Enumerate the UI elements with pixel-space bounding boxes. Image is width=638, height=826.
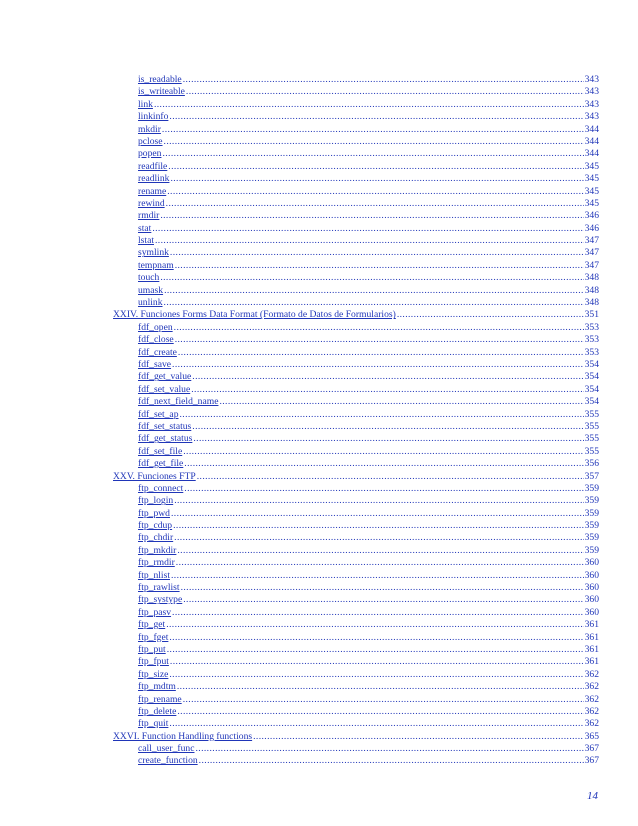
toc-entry-page[interactable]: 356: [584, 458, 599, 470]
toc-entry[interactable]: [138, 86, 599, 98]
toc-entry-page[interactable]: 359: [584, 507, 599, 519]
toc-entry-page[interactable]: 343: [584, 86, 599, 98]
toc-entry-title[interactable]: ftp_size: [138, 668, 169, 680]
dot-leader: [168, 161, 583, 173]
toc-entry-page[interactable]: 367: [584, 755, 599, 767]
toc-entry[interactable]: [138, 632, 599, 644]
toc-entry[interactable]: [138, 74, 599, 86]
toc-entry-page[interactable]: 354: [584, 383, 599, 395]
toc-entry-title[interactable]: stat: [138, 222, 152, 234]
toc-entry-page[interactable]: 360: [584, 582, 599, 594]
toc-entry[interactable]: [138, 594, 599, 606]
toc-entry[interactable]: [138, 669, 599, 681]
dot-leader: [197, 471, 584, 483]
dot-leader: [177, 681, 584, 693]
toc-entry[interactable]: [138, 396, 599, 408]
toc-entry-title[interactable]: ftp_pwd: [138, 507, 170, 519]
toc-entry[interactable]: [138, 495, 599, 507]
dot-leader: [167, 644, 584, 656]
toc-entry[interactable]: [138, 322, 599, 334]
toc-entry[interactable]: [138, 384, 599, 396]
dot-leader: [170, 656, 584, 668]
dot-leader: [164, 297, 584, 309]
dot-leader: [192, 371, 583, 383]
toc-entry[interactable]: [138, 656, 599, 668]
toc-entry-page[interactable]: 362: [584, 681, 599, 693]
toc-entry-page[interactable]: 345: [584, 185, 599, 197]
toc-entry-page[interactable]: 357: [584, 470, 599, 482]
toc-entry-page[interactable]: 344: [584, 135, 599, 147]
toc-entry-title[interactable]: ftp_systype: [138, 594, 183, 606]
dot-leader: [164, 136, 584, 148]
toc-entry-title[interactable]: ftp_nlist: [138, 569, 170, 581]
dot-leader: [192, 421, 583, 433]
dot-leader: [160, 210, 583, 222]
toc-entry-title[interactable]: fdf_get_value: [138, 371, 192, 383]
toc-entry-title[interactable]: ftp_fget: [138, 631, 169, 643]
toc-entry[interactable]: [138, 186, 599, 198]
toc-entry-page[interactable]: 360: [584, 606, 599, 618]
toc-entry-page[interactable]: 362: [584, 718, 599, 730]
toc-entry-title[interactable]: fdf_get_file: [138, 458, 184, 470]
toc-entry-title[interactable]: ftp_rawlist: [138, 582, 180, 594]
dot-leader: [166, 619, 583, 631]
toc-entry[interactable]: [138, 421, 599, 433]
toc-entry[interactable]: [138, 124, 599, 136]
toc-entry-title[interactable]: pclose: [138, 135, 163, 147]
toc-entry[interactable]: [138, 99, 599, 111]
toc-entry-title[interactable]: XXVI. Function Handling functions: [113, 730, 253, 742]
toc-entry-title[interactable]: rmdir: [138, 210, 160, 222]
toc-entry[interactable]: [138, 371, 599, 383]
toc-entry-title[interactable]: symlink: [138, 247, 169, 259]
toc-entry[interactable]: [138, 532, 599, 544]
toc-entry-page[interactable]: 343: [584, 111, 599, 123]
toc-entry-title[interactable]: fdf_set_file: [138, 445, 183, 457]
toc-entry-title[interactable]: rewind: [138, 197, 165, 209]
dot-leader: [169, 718, 583, 730]
toc-entry-title[interactable]: ftp_get: [138, 619, 166, 631]
toc-entry-title[interactable]: fdf_set_status: [138, 420, 192, 432]
dot-leader: [174, 322, 584, 334]
toc-entry[interactable]: [138, 173, 599, 185]
dot-leader: [170, 173, 583, 185]
toc-entry-page[interactable]: 347: [584, 247, 599, 259]
dot-leader: [177, 706, 583, 718]
toc-entry-title[interactable]: ftp_chdir: [138, 532, 174, 544]
toc-entry-page[interactable]: 345: [584, 173, 599, 185]
toc-entry-page[interactable]: 347: [584, 259, 599, 271]
toc-entry[interactable]: [138, 148, 599, 160]
toc-entry-title[interactable]: fdf_open: [138, 321, 173, 333]
dot-leader: [176, 557, 584, 569]
toc-entry[interactable]: [138, 694, 599, 706]
toc-entry[interactable]: [138, 347, 599, 359]
dot-leader: [173, 520, 584, 532]
dot-leader: [184, 458, 583, 470]
toc-entry[interactable]: [138, 235, 599, 247]
toc-entry-page[interactable]: 362: [584, 693, 599, 705]
toc-entry[interactable]: [138, 334, 599, 346]
toc-entry-page[interactable]: 344: [584, 123, 599, 135]
toc-entry[interactable]: [138, 619, 599, 631]
table-of-contents: [0, 74, 638, 768]
dot-leader: [170, 247, 584, 259]
toc-entry-page[interactable]: 347: [584, 235, 599, 247]
toc-entry-title[interactable]: call_user_func: [138, 743, 195, 755]
toc-entry-page[interactable]: 343: [584, 98, 599, 110]
toc-entry-title[interactable]: ftp_pasv: [138, 606, 172, 618]
toc-entry-title[interactable]: fdf_save: [138, 358, 172, 370]
toc-entry-page[interactable]: 355: [584, 433, 599, 445]
toc-entry-title[interactable]: is_writeable: [138, 86, 185, 98]
dot-leader: [169, 669, 583, 681]
dot-leader: [180, 409, 584, 421]
toc-entry-title[interactable]: ftp_quit: [138, 718, 169, 730]
dot-leader: [169, 111, 583, 123]
toc-entry-page[interactable]: 359: [584, 495, 599, 507]
toc-entry-title[interactable]: popen: [138, 148, 162, 160]
dot-leader: [171, 570, 584, 582]
toc-entry-title[interactable]: mkdir: [138, 123, 161, 135]
dot-leader: [152, 223, 583, 235]
toc-entry-page[interactable]: 361: [584, 631, 599, 643]
page-number: 14: [587, 790, 598, 802]
toc-entry-title[interactable]: ftp_mkdir: [138, 544, 177, 556]
toc-entry-title[interactable]: umask: [138, 284, 164, 296]
toc-entry-page[interactable]: 343: [584, 74, 599, 85]
dot-leader: [181, 582, 584, 594]
toc-entry[interactable]: [138, 483, 599, 495]
toc-entry[interactable]: [138, 136, 599, 148]
toc-entry-page[interactable]: 365: [584, 730, 599, 742]
dot-leader: [155, 235, 584, 247]
toc-entry-title[interactable]: ftp_fput: [138, 656, 169, 668]
toc-entry[interactable]: [138, 198, 599, 210]
toc-entry-page[interactable]: 346: [584, 210, 599, 222]
toc-entry-page[interactable]: 348: [584, 272, 599, 284]
dot-leader: [191, 384, 583, 396]
toc-entry-title[interactable]: fdf_set_value: [138, 383, 191, 395]
toc-entry-page[interactable]: 362: [584, 705, 599, 717]
dot-leader: [166, 198, 584, 210]
dot-leader: [154, 99, 584, 111]
toc-entry-title[interactable]: ftp_login: [138, 495, 174, 507]
toc-entry[interactable]: [138, 458, 599, 470]
toc-entry[interactable]: [138, 570, 599, 582]
dot-leader: [177, 545, 583, 557]
toc-entry[interactable]: [138, 545, 599, 557]
toc-entry-page[interactable]: 345: [584, 197, 599, 209]
dot-leader: [199, 755, 584, 767]
dot-leader: [193, 433, 583, 445]
dot-leader: [172, 607, 584, 619]
toc-entry[interactable]: [138, 111, 599, 123]
dot-leader: [164, 285, 584, 297]
toc-entry-page[interactable]: 351: [584, 309, 599, 321]
toc-entry[interactable]: [138, 446, 599, 458]
dot-leader: [184, 483, 583, 495]
dot-leader: [183, 594, 583, 606]
toc-entry-page[interactable]: 353: [584, 334, 599, 346]
toc-entry[interactable]: [138, 743, 599, 755]
toc-entry-page[interactable]: 345: [584, 160, 599, 172]
dot-leader: [160, 272, 583, 284]
toc-entry-page[interactable]: 362: [584, 668, 599, 680]
toc-entry-title[interactable]: XXIV. Funciones Forms Data Format (Formato de Datos de Formularios): [113, 309, 396, 321]
toc-entry-page[interactable]: 360: [584, 594, 599, 606]
toc-entry-title[interactable]: unlink: [138, 297, 163, 309]
toc-entry-title[interactable]: readlink: [138, 173, 170, 185]
dot-leader: [183, 74, 584, 86]
toc-entry[interactable]: [138, 272, 599, 284]
toc-section-entry[interactable]: [113, 731, 599, 743]
toc-entry-title[interactable]: link: [138, 98, 153, 110]
toc-entry-page[interactable]: 354: [584, 358, 599, 370]
toc-entry[interactable]: [138, 260, 599, 272]
toc-entry-title[interactable]: linkinfo: [138, 111, 169, 123]
toc-entry[interactable]: [138, 297, 599, 309]
dot-leader: [195, 743, 583, 755]
toc-entry-page[interactable]: 355: [584, 408, 599, 420]
toc-entry-page[interactable]: 367: [584, 743, 599, 755]
toc-entry-title[interactable]: is_readable: [138, 74, 182, 85]
toc-entry-title[interactable]: create_function: [138, 755, 198, 767]
toc-entry-title[interactable]: fdf_set_ap: [138, 408, 179, 420]
toc-entry[interactable]: [138, 706, 599, 718]
toc-entry-page[interactable]: 360: [584, 569, 599, 581]
dot-leader: [167, 186, 583, 198]
toc-entry-title[interactable]: ftp_connect: [138, 482, 184, 494]
toc-entry[interactable]: [138, 409, 599, 421]
dot-leader: [178, 347, 584, 359]
toc-section-entry[interactable]: [113, 471, 599, 483]
toc-section-entry[interactable]: [113, 309, 599, 321]
toc-entry-page[interactable]: 344: [584, 148, 599, 160]
toc-entry-page[interactable]: 353: [584, 346, 599, 358]
toc-entry-title[interactable]: tempnam: [138, 259, 174, 271]
toc-entry-page[interactable]: 346: [584, 222, 599, 234]
toc-entry-page[interactable]: 360: [584, 557, 599, 569]
toc-entry-title[interactable]: ftp_rmdir: [138, 557, 175, 569]
toc-entry-page[interactable]: 359: [584, 482, 599, 494]
dot-leader: [174, 532, 583, 544]
toc-entry[interactable]: [138, 508, 599, 520]
toc-entry-page[interactable]: 348: [584, 297, 599, 309]
toc-entry-page[interactable]: 355: [584, 420, 599, 432]
dot-leader: [183, 446, 583, 458]
toc-entry[interactable]: [138, 161, 599, 173]
toc-entry-title[interactable]: ftp_delete: [138, 705, 177, 717]
toc-entry[interactable]: [138, 223, 599, 235]
toc-entry[interactable]: [138, 582, 599, 594]
dot-leader: [175, 334, 584, 346]
toc-entry-title[interactable]: readfile: [138, 160, 168, 172]
toc-entry-title[interactable]: ftp_put: [138, 643, 166, 655]
toc-entry-page[interactable]: 361: [584, 619, 599, 631]
toc-entry-page[interactable]: 348: [584, 284, 599, 296]
toc-entry[interactable]: [138, 644, 599, 656]
toc-entry[interactable]: [138, 520, 599, 532]
toc-entry[interactable]: [138, 285, 599, 297]
toc-entry-page[interactable]: 361: [584, 656, 599, 668]
toc-entry-title[interactable]: fdf_close: [138, 334, 174, 346]
dot-leader: [175, 260, 584, 272]
toc-entry[interactable]: [138, 433, 599, 445]
toc-entry-page[interactable]: 359: [584, 520, 599, 532]
toc-entry[interactable]: [138, 247, 599, 259]
toc-entry[interactable]: [138, 557, 599, 569]
dot-leader: [183, 694, 584, 706]
toc-entry-title[interactable]: fdf_get_status: [138, 433, 193, 445]
toc-entry[interactable]: [138, 681, 599, 693]
toc-entry[interactable]: [138, 359, 599, 371]
toc-entry-title[interactable]: fdf_create: [138, 346, 177, 358]
toc-entry[interactable]: [138, 718, 599, 730]
toc-entry-page[interactable]: 354: [584, 396, 599, 408]
toc-entry-page[interactable]: 359: [584, 544, 599, 556]
toc-entry-title[interactable]: ftp_cdup: [138, 520, 173, 532]
toc-entry-page[interactable]: 353: [584, 321, 599, 333]
toc-entry-page[interactable]: 354: [584, 371, 599, 383]
toc-entry-page[interactable]: 361: [584, 643, 599, 655]
toc-entry-title[interactable]: ftp_mdtm: [138, 681, 176, 693]
dot-leader: [253, 731, 584, 743]
toc-entry-page[interactable]: 359: [584, 532, 599, 544]
dot-leader: [397, 309, 584, 321]
toc-entry[interactable]: [138, 210, 599, 222]
toc-entry-title[interactable]: XXV. Funciones FTP: [113, 470, 196, 482]
toc-entry-title[interactable]: ftp_rename: [138, 693, 182, 705]
dot-leader: [162, 124, 584, 136]
toc-entry-page[interactable]: 355: [584, 445, 599, 457]
dot-leader: [219, 396, 583, 408]
dot-leader: [186, 86, 584, 98]
toc-entry-title[interactable]: touch: [138, 272, 160, 284]
dot-leader: [169, 632, 583, 644]
dot-leader: [174, 495, 583, 507]
dot-leader: [162, 148, 583, 160]
toc-entry-title[interactable]: rename: [138, 185, 167, 197]
toc-entry[interactable]: [138, 607, 599, 619]
toc-entry[interactable]: [138, 755, 599, 767]
dot-leader: [172, 359, 584, 371]
toc-entry-title[interactable]: fdf_next_field_name: [138, 396, 219, 408]
dot-leader: [171, 508, 584, 520]
toc-entry-title[interactable]: lstat: [138, 235, 154, 247]
